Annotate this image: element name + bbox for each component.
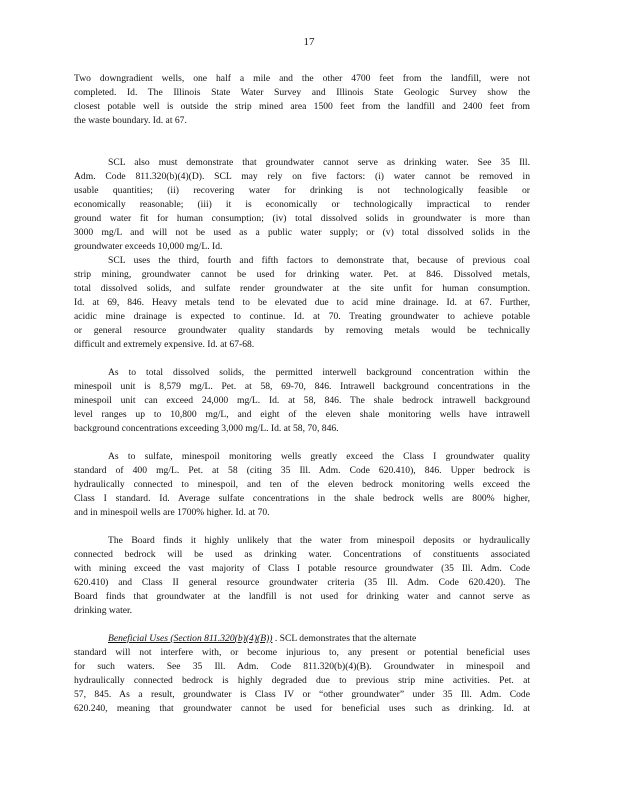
paragraph-4-line-4: level ranges up to 10,800 mg/L, and eight of the eleven shale monitoring wells have intrawell xyxy=(74,409,530,420)
paragraph-2-line-4: economically reasonable; (iii) it is economically or technologically impractical to render xyxy=(74,199,530,210)
paragraph-6-line-3: with mining exceed the vast majority of Class I potable resource groundwater (35 Ill. Adm. Code xyxy=(74,563,530,574)
paragraph-7-line-1 xyxy=(108,632,530,646)
paragraph-2-line-1: SCL also must demonstrate that groundwater cannot serve as drinking water. See 35 Ill. xyxy=(108,157,530,168)
paragraph-2-line-6: 3000 mg/L and will not be used as a public water supply; or (v) total dissolved solids in the xyxy=(74,227,530,238)
paragraph-5-line-1: As to sulfate, minespoil monitoring wells greatly exceed the Class I groundwater quality xyxy=(108,451,530,462)
paragraph-1-line-2: completed. Id. The Illinois State Water Survey and Illinois State Geologic Survey show the xyxy=(74,87,530,98)
paragraph-4-line-3: minespoil unit can exceed 24,000 mg/L. Id. at 58, 846. The shale bedrock intrawell background xyxy=(74,395,530,406)
paragraph-6-line-2: connected bedrock will be used as drinking water. Concentrations of constituents associated xyxy=(74,549,530,560)
paragraph-2-line-7: groundwater exceeds 10,000 mg/L. Id. xyxy=(74,241,223,252)
paragraph-1-line-3: closest potable well is outside the strip mined area 1500 feet from the landfill and 2400 feet from xyxy=(74,101,530,112)
paragraph-1-line-1: Two downgradient wells, one half a mile and the other 4700 feet from the landfill, were not xyxy=(74,73,530,84)
paragraph-6-line-6: drinking water. xyxy=(74,605,133,616)
paragraph-7-line-4: hydraulically connected bedrock is highly degraded due to previous strip mine activities. Pet. at xyxy=(74,675,530,686)
paragraph-5-line-5: and in minespoil wells are 1700% higher. Id. at 70. xyxy=(74,507,270,518)
paragraph-3-line-7: difficult and extremely expensive. Id. at 67-68. xyxy=(74,339,255,350)
paragraph-5-line-2: standard of 400 mg/L. Pet. at 58 (citing 35 Ill. Adm. Code 620.410), 846. Upper bedrock is xyxy=(74,465,530,476)
paragraph-3-line-4: Id. at 69, 846. Heavy metals tend to be elevated due to acid mine drainage. Id. at 67. Further, xyxy=(74,297,530,308)
section-heading-beneficial-uses: Beneficial Uses (Section 811.320(b)(4)(B)) xyxy=(108,633,273,644)
paragraph-5-line-4: Class I standard. Id. Average sulfate concentrations in the shale bedrock wells are 800% higher, xyxy=(74,493,530,504)
paragraph-1-line-4: the waste boundary. Id. at 67. xyxy=(74,115,187,126)
paragraph-6-line-1: The Board finds it highly unlikely that the water from minespoil deposits or hydraulically xyxy=(108,535,530,546)
paragraph-4-line-1: As to total dissolved solids, the permitted interwell background concentration within the xyxy=(108,367,530,378)
paragraph-7-line-1-text: . SCL demonstrates that the alternate xyxy=(274,633,417,644)
paragraph-4-line-5: background concentrations exceeding 3,000 mg/L. Id. at 58, 70, 846. xyxy=(74,423,339,434)
paragraph-3-line-5: acidic mine drainage is expected to continue. Id. at 70. Treating groundwater to achieve potable xyxy=(74,311,530,322)
paragraph-6-line-5: Board finds that groundwater at the landfill is not used for drinking water and cannot serve as xyxy=(74,591,530,602)
paragraph-3-line-1: SCL uses the third, fourth and fifth factors to demonstrate that, because of previous coal xyxy=(108,255,530,266)
paragraph-2-line-2: Adm. Code 811.320(b)(4)(D). SCL may rely on five factors: (i) water cannot be removed in xyxy=(74,171,530,182)
paragraph-3-line-3: total dissolved solids, and sulfate render groundwater at the site unfit for human consumption. xyxy=(74,283,530,294)
paragraph-3-line-2: strip mining, groundwater cannot be used for drinking water. Pet. at 846. Dissolved metals, xyxy=(74,269,530,280)
paragraph-2-line-5: ground water fit for human consumption; (iv) total dissolved solids in groundwater is more than xyxy=(74,213,530,224)
paragraph-4-line-2: minespoil unit is 8,579 mg/L. Pet. at 58, 69-70, 846. Intrawell background concentrations in the xyxy=(74,381,530,392)
paragraph-7-line-5: 57, 845. As a result, groundwater is Class IV or “other groundwater” under 35 Ill. Adm. Code xyxy=(74,689,530,700)
paragraph-7-line-3: for such waters. See 35 Ill. Adm. Code 811.320(b)(4)(B). Groundwater in minespoil and xyxy=(74,661,530,672)
paragraph-5-line-3: hydraulically connected to minespoil, and ten of the eleven bedrock monitoring wells exceed the xyxy=(74,479,530,490)
page-number: 17 xyxy=(303,36,315,48)
paragraph-3-line-6: or general resource groundwater quality standards by removing metals would be technically xyxy=(74,325,530,336)
paragraph-6-line-4: 620.410) and Class II general resource groundwater criteria (35 Ill. Adm. Code 620.420). The xyxy=(74,577,530,588)
paragraph-7-line-2: standard will not interfere with, or become injurious to, any present or potential beneficial uses xyxy=(74,647,530,658)
paragraph-2-line-3: usable quantities; (ii) recovering water for drinking is not technologically feasible or xyxy=(74,185,530,196)
paragraph-7-line-6: 620.240, meaning that groundwater cannot be used for beneficial uses such as drinking. Id. at xyxy=(74,703,530,714)
